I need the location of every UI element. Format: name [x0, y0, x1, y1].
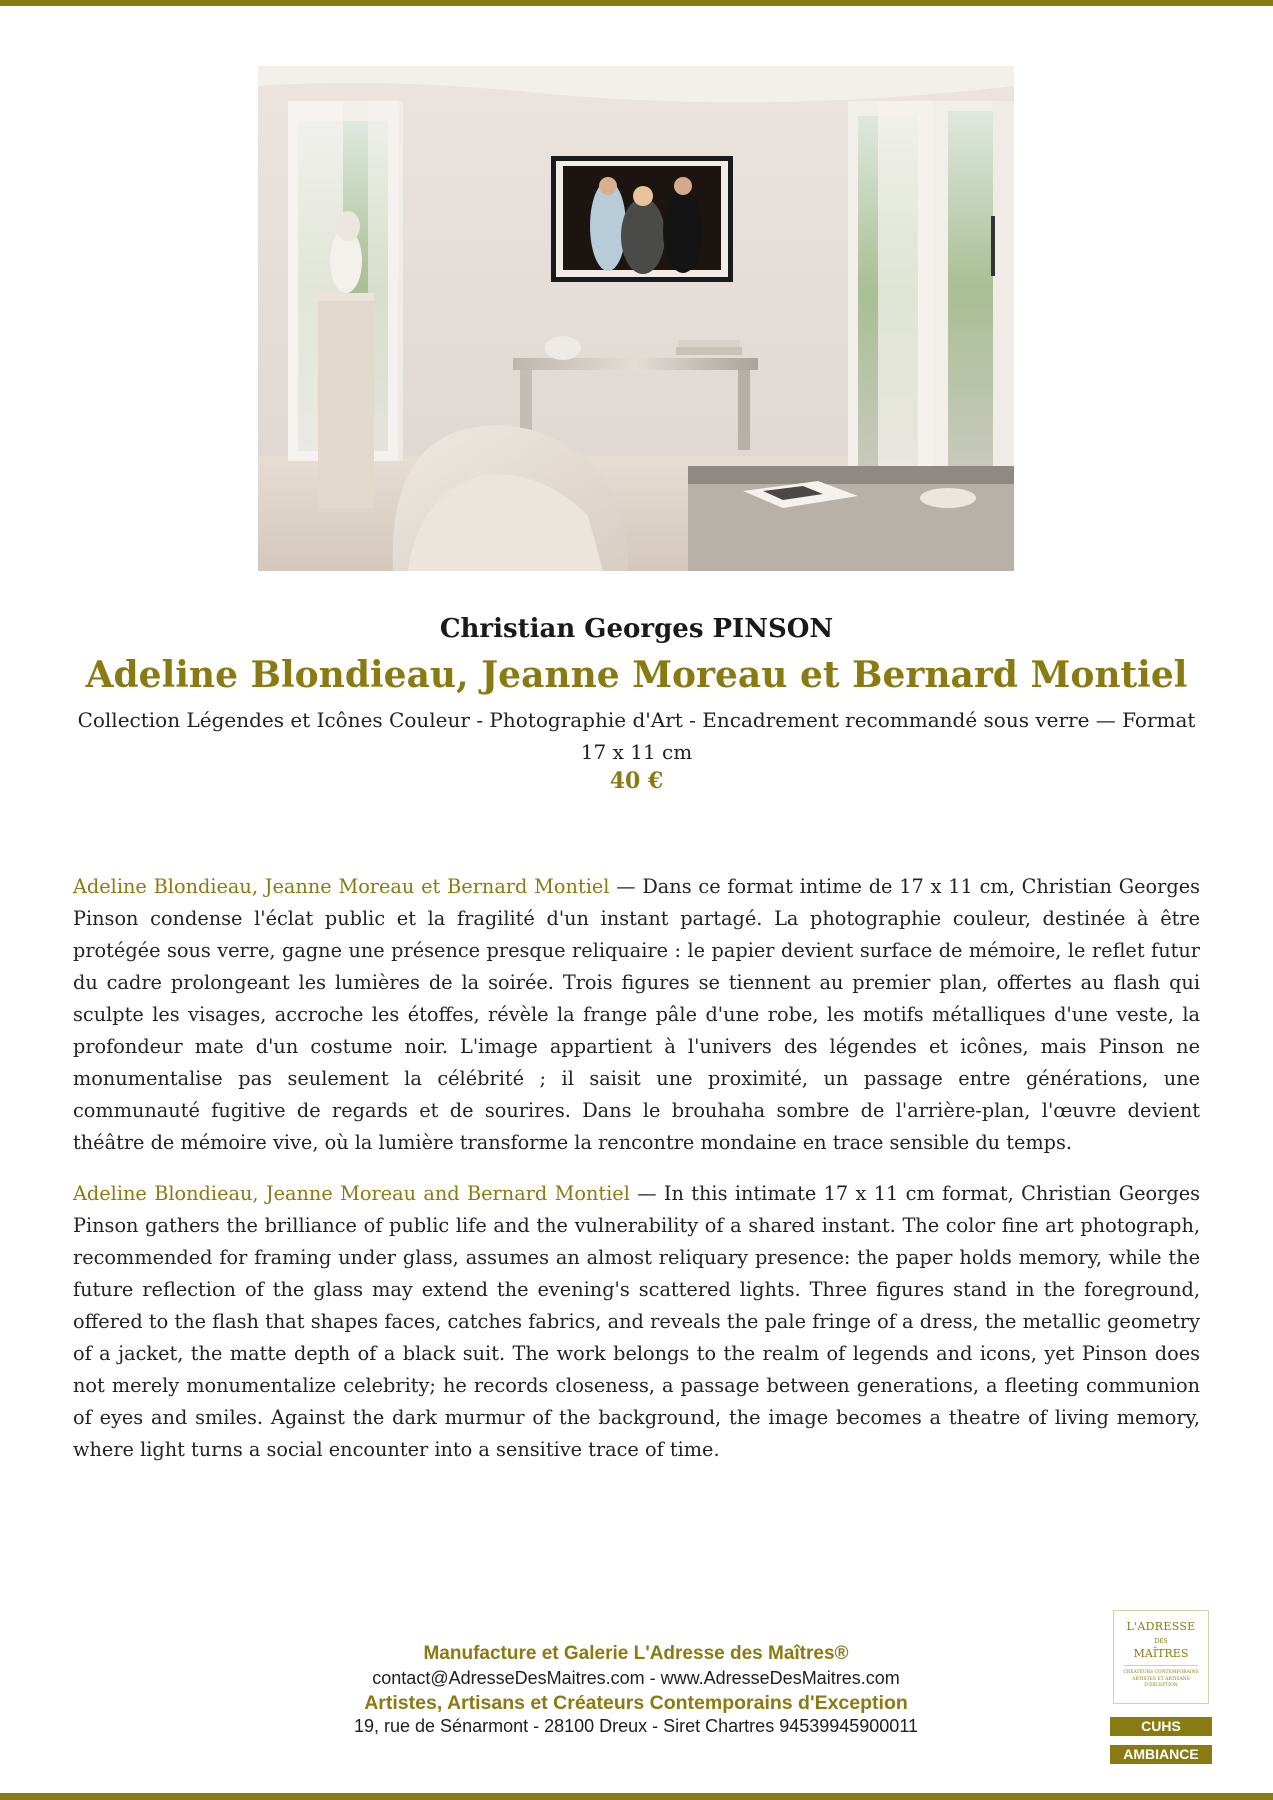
artwork-subtitle: Collection Légendes et Icônes Couleur - Photographie d'Art - Encadrement recommandé sous verre — Format 17 x 11 cm — [77, 708, 1196, 764]
footer-contact[interactable]: contact@AdresseDesMaitres.com - www.AdresseDesMaitres.com — [372, 1668, 900, 1688]
badge-ambiance: AMBIANCE — [1110, 1745, 1212, 1764]
description-french — [73, 871, 1200, 1159]
badge-cuhs: CUHS — [1110, 1717, 1212, 1736]
description-english — [73, 1178, 1200, 1466]
gallery-logo — [1113, 1610, 1209, 1704]
description-french-text: — Dans ce format intime de 17 x 11 cm, Christian Georges Pinson condense l'éclat public et la fragilité d'un instant partagé. La photographie couleur, destinée à être protégée sous verre, gagne une présence presque reliquaire : le papier devient surface de mémoire, le reflet futur du cadre prolongeant les lumières de la soirée. Trois figures se tiennent au premier plan, offertes au flash qui sculpte les visages, accroche les étoffes, révèle la frange pâle d'une robe, les motifs métalliques d'une veste, la profondeur mate d'un costume noir. L'image appartient à l'univers des légendes et icônes, mais Pinson ne monumentalise pas seulement la célébrité ; il saisit une proximité, un passage entre générations, une communauté fugitive de regards et de sourires. Dans le brouhaha sombre de l'arrière-plan, l'œuvre devient théâtre de mémoire vive, où la lumière transforme la rencontre mondaine en trace sensible du temps. — [73, 875, 1200, 1154]
artwork-price: 40 € — [609, 768, 664, 794]
footer-address: 19, rue de Sénarmont - 28100 Dreux - Siret Chartres 94539945900011 — [353, 1716, 919, 1736]
footer-tagline: Artistes, Artisans et Créateurs Contemporains d'Exception — [364, 1692, 908, 1714]
logo-line-3: MAÎTRES — [1133, 1647, 1189, 1660]
logo-line-1: L'ADRESSE — [1126, 1620, 1196, 1633]
logo-line-4: CRÉATEURS CONTEMPORAINS ARTISTES ET ARTISANS D'EXCEPTION — [1123, 1670, 1199, 1688]
logo-line-2: DES — [1154, 1638, 1168, 1645]
bottom-accent-bar — [0, 1793, 1273, 1800]
description-french-lead: Adeline Blondieau, Jeanne Moreau et Bernard Montiel — [73, 875, 610, 898]
artwork-title: Adeline Blondieau, Jeanne Moreau et Bernard Montiel — [85, 654, 1188, 696]
description-english-text: — In this intimate 17 x 11 cm format, Christian Georges Pinson gathers the brilliance of public life and the vulnerability of a shared instant. The color fine art photograph, recommended for framing under glass, assumes an almost reliquary presence: the paper holds memory, while the future reflection of the glass may extend the evening's scattered lights. Three figures stand in the foreground, offered to the flash that shapes faces, catches fabrics, and reveals the pale fringe of a dress, the metallic geometry of a jacket, the matte depth of a black suit. The work belongs to the realm of legends and icons, yet Pinson does not merely monumentalize celebrity; he records closeness, a passage between generations, a fleeting communion of eyes and smiles. Against the dark murmur of the background, the image becomes a theatre of living memory, where light turns a social encounter into a sensitive trace of time. — [73, 1182, 1200, 1461]
footer-company: Manufacture et Galerie L'Adresse des Maîtres® — [423, 1643, 849, 1664]
description-english-lead: Adeline Blondieau, Jeanne Moreau and Bernard Montiel — [73, 1182, 630, 1205]
room-mockup-image — [258, 66, 1014, 571]
top-accent-bar — [0, 0, 1273, 6]
logo-divider — [1124, 1665, 1198, 1666]
artist-name: Christian Georges PINSON — [439, 614, 834, 644]
